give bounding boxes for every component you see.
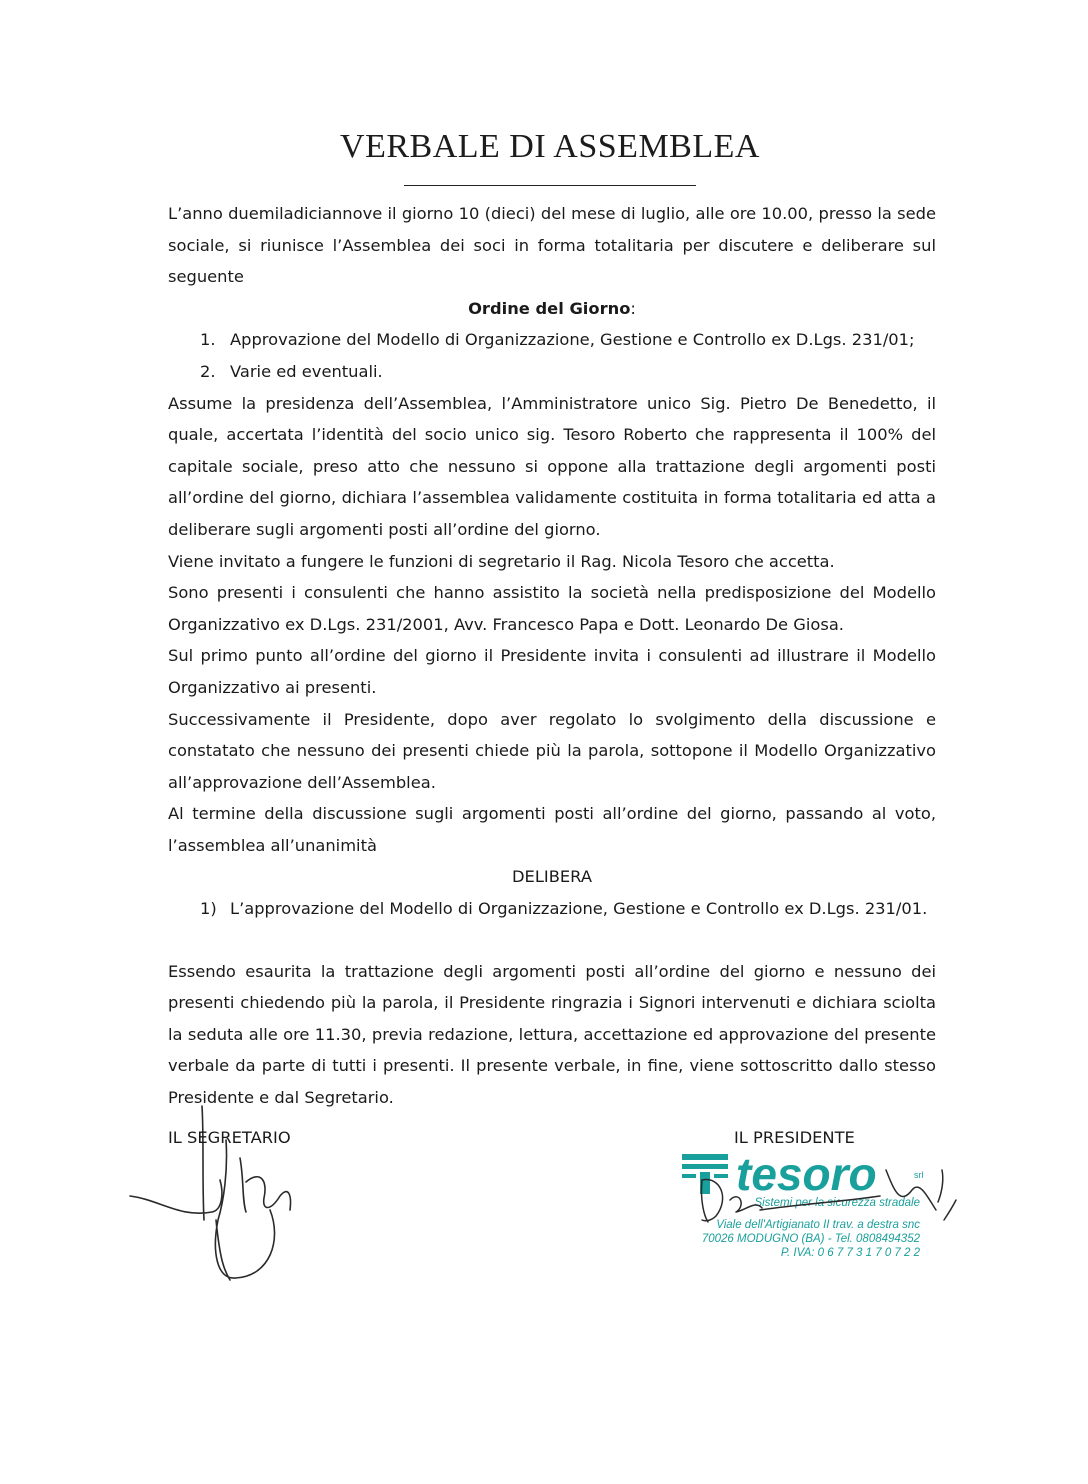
list-item-text: Varie ed eventuali. bbox=[230, 361, 383, 381]
stamp-address: Viale dell'Artigianato II trav. a destra snc bbox=[716, 1219, 920, 1231]
closing-paragraph: Essendo esaurita la trattazione degli argomenti posti all’ordine del giorno e nessuno dei presenti chiedendo più la parola, il Presidente ringrazia i Signori intervenuti e dichiara sciolta la seduta alle ore 11.30, previa redazione, lettura, accettazione ed approvazione del presente verbale da parte di tutti i presenti. Il presente verbale, in fine, viene sottoscritto dallo stesso Presidente e dal Segretario. bbox=[168, 961, 936, 1108]
segretario-label: IL SEGRETARIO bbox=[168, 1128, 291, 1147]
list-item-text: Approvazione del Modello di Organizzazione, Gestione e Controllo ex D.Lgs. 231/01; bbox=[230, 330, 915, 350]
ordine-heading-colon: : bbox=[630, 298, 636, 318]
delibera-item-number: 1) bbox=[200, 899, 217, 919]
delibera-heading: DELIBERA bbox=[512, 867, 592, 887]
stamp-vat: P. IVA: 0 6 7 7 3 1 7 0 7 2 2 bbox=[780, 1247, 920, 1259]
delibera-item-text: L’approvazione del Modello di Organizzazione, Gestione e Controllo ex D.Lgs. 231/01. bbox=[230, 899, 928, 919]
ordine-list bbox=[168, 324, 936, 387]
ordine-heading bbox=[168, 293, 936, 325]
presidente-signature bbox=[690, 1150, 970, 1230]
stamp-tagline: Sistemi per la sicurezza stradale bbox=[754, 1197, 920, 1209]
spacer bbox=[168, 925, 936, 956]
list-item-number: 2. bbox=[200, 361, 216, 381]
intro-paragraph: L’anno duemiladiciannove il giorno 10 (dieci) del mese di luglio, alle ore 10.00, presso la sede sociale, si riunisce l’Assemblea dei soci in forma totalitaria per discutere e deliberare sul seguente bbox=[168, 204, 936, 287]
presidente-label: IL PRESIDENTE bbox=[734, 1128, 855, 1147]
list-item bbox=[168, 356, 936, 388]
document-title: VERBALE DI ASSEMBLEA bbox=[340, 128, 760, 165]
ordine-heading-text: Ordine del Giorno bbox=[468, 298, 631, 318]
paragraph-primo-punto: Sul primo punto all’ordine del giorno il Presidente invita i consulenti ad illustrare il Modello Organizzativo ai presenti. bbox=[168, 646, 936, 697]
paragraph-consulenti: Sono presenti i consulenti che hanno assistito la società nella predisposizione del Modello Organizzativo ex D.Lgs. 231/2001, Avv. Francesco Papa e Dott. Leonardo De Giosa. bbox=[168, 583, 936, 634]
list-item-number: 1. bbox=[200, 330, 216, 350]
paragraph-voto: Al termine della discussione sugli argomenti posti all’ordine del giorno, passando al voto, l’assemblea all’unanimità bbox=[168, 804, 936, 855]
stamp-city-phone: 70026 MODUGNO (BA) - Tel. 0808494352 bbox=[701, 1233, 920, 1245]
svg-text:srl: srl bbox=[914, 1170, 924, 1180]
svg-text:tesoro: tesoro bbox=[736, 1148, 877, 1196]
paragraph-presidenza: Assume la presidenza dell’Assemblea, l’Amministratore unico Sig. Pietro De Benedetto, il quale, accertata l’identità del socio unico sig. Tesoro Roberto che rappresenta il 100% del capitale sociale, preso atto che nessuno si oppone alla trattazione degli argomenti posti all’ordine del giorno, dichiara l’assemblea validamente costituita in forma totalitaria ed atta a deliberare sugli argomenti posti all’ordine del giorno. bbox=[168, 393, 936, 539]
paragraph-segretario: Viene invitato a fungere le funzioni di segretario il Rag. Nicola Tesoro che accetta. bbox=[168, 551, 835, 571]
title-underline bbox=[404, 185, 696, 186]
paragraph-successivamente: Successivamente il Presidente, dopo aver regolato lo svolgimento della discussione e constatato che nessuno dei presenti chiede più la parola, sottopone il Modello Organizzativo all’approvazione dell’Assemblea. bbox=[168, 709, 936, 792]
list-item bbox=[168, 324, 936, 356]
document-body bbox=[168, 198, 936, 1114]
delibera-item bbox=[168, 893, 936, 925]
